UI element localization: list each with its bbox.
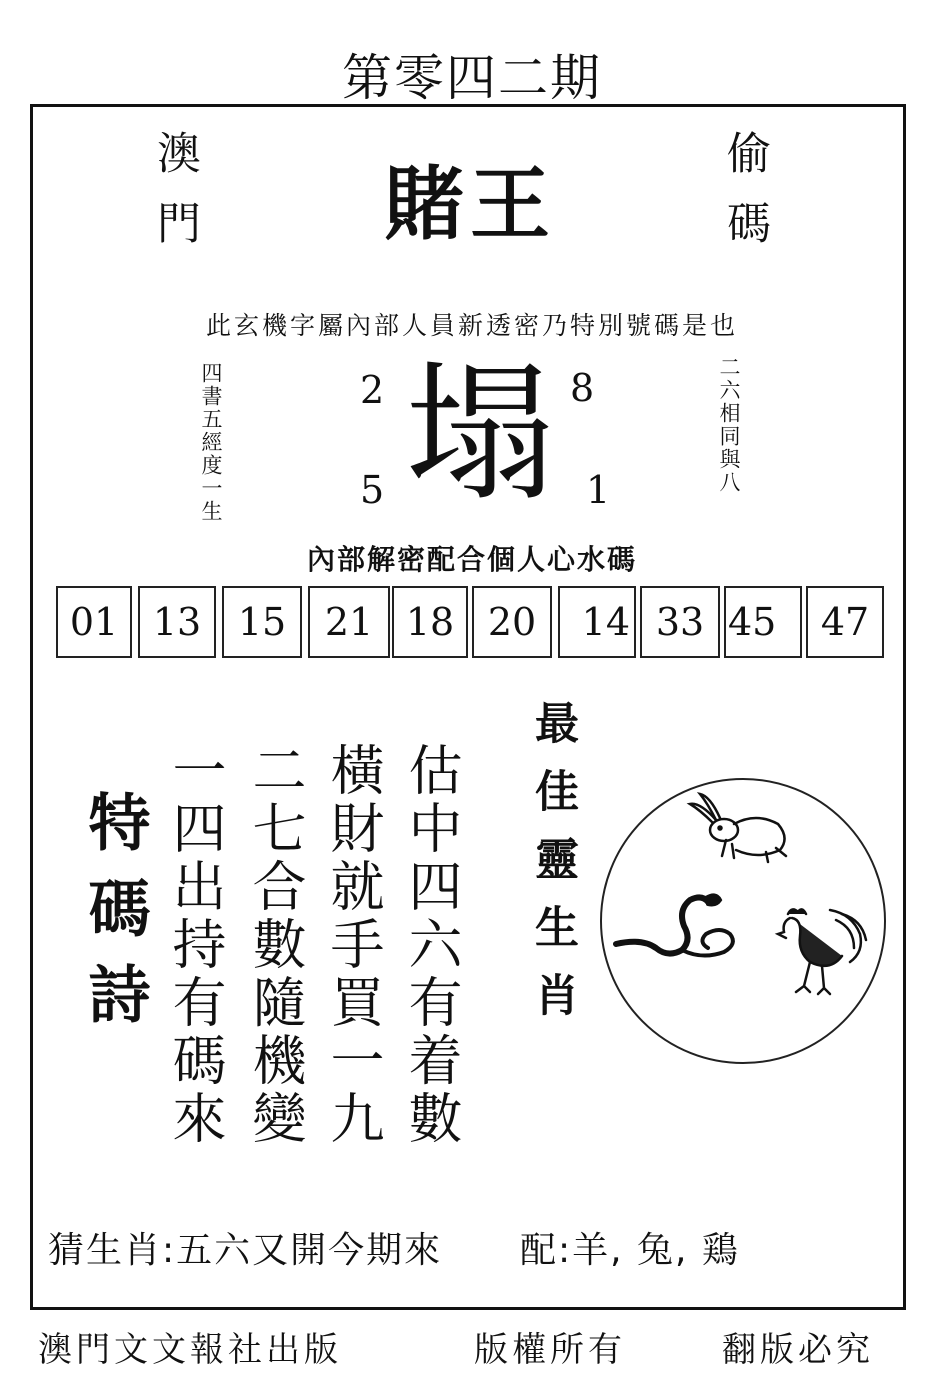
number-box: 47 — [806, 586, 884, 658]
footer-rights: 版權所有 — [474, 1330, 626, 1370]
side-hint-left: 四書五經度一生 — [199, 362, 223, 523]
rooster-icon — [770, 900, 870, 1000]
number-box: 01 — [56, 586, 132, 658]
riddle-character: 塌 — [404, 348, 555, 522]
main-frame — [30, 104, 906, 1310]
number-box: 15 — [222, 586, 302, 658]
issue-number: 第零四二期 — [342, 49, 602, 107]
poem-line: 估中四六有着數 — [400, 742, 463, 1148]
side-label-right: 偷碼 — [719, 130, 770, 270]
intro-text: 此玄機字屬內部人員新透密乃特別號碼是也 — [205, 311, 738, 340]
poem-line: 二七合數隨機變 — [244, 742, 307, 1148]
side-label-left: 澳門 — [149, 130, 200, 270]
number-box: 13 — [138, 586, 216, 658]
poem-title: 特碼詩 — [78, 790, 151, 1048]
poem-line: 橫財就手買一九 — [322, 742, 385, 1148]
riddle-number: 8 — [570, 366, 595, 410]
number-box: 45 — [724, 586, 802, 658]
side-hint-right: 二六相同與八 — [717, 356, 741, 494]
guess-match-text: 配:羊, 兔, 鶏 — [520, 1230, 740, 1271]
page-title: 賭王 — [384, 158, 556, 251]
best-zodiac-label: 最佳靈生肖 — [527, 700, 578, 1040]
footer-warning: 翻版必究 — [722, 1330, 874, 1370]
riddle-number: 1 — [586, 468, 611, 512]
number-box: 20 — [472, 586, 552, 658]
snake-icon — [612, 890, 742, 970]
poem-line: 一四出持有碼來 — [164, 742, 227, 1148]
number-box: 18 — [392, 586, 468, 658]
number-box: 21 — [308, 586, 390, 658]
zodiac-circle — [600, 778, 886, 1064]
number-box: 14 — [558, 586, 636, 658]
number-box: 33 — [640, 586, 720, 658]
decode-label: 內部解密配合個人心水碼 — [306, 543, 637, 576]
riddle-number: 5 — [360, 468, 385, 512]
footer-publisher: 澳門文文報社出版 — [38, 1330, 342, 1370]
guess-text: 猜生肖:五六又開今期來 — [48, 1230, 443, 1271]
riddle-number: 2 — [360, 368, 385, 412]
rabbit-icon — [686, 790, 796, 866]
